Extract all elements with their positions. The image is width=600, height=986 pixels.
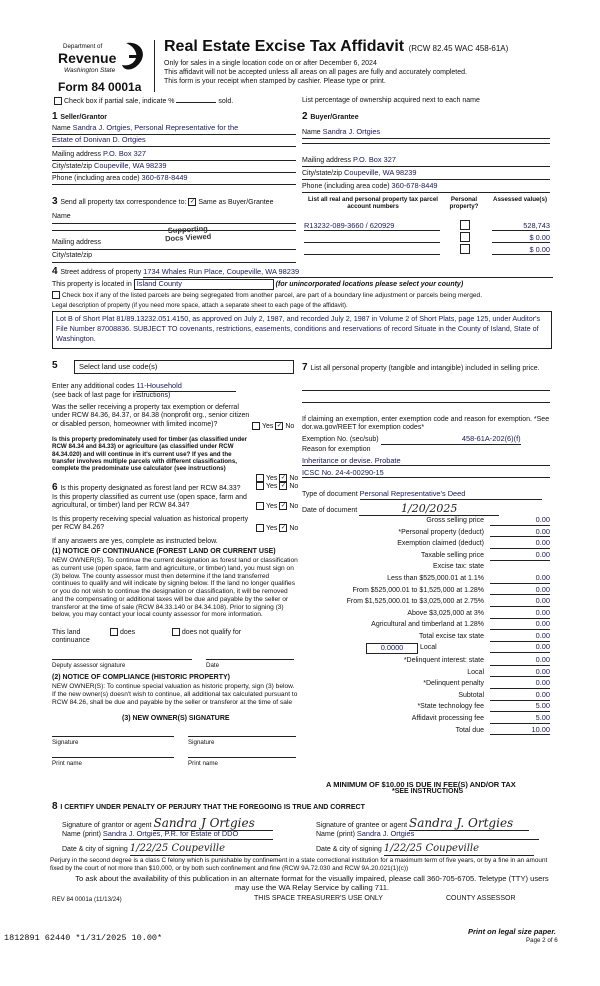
section-3-number: 3 [52, 196, 61, 207]
tax-row-label: Agricultural and timberland at 1.28% [371, 621, 484, 629]
seller-heading: Seller/Grantor [60, 114, 108, 121]
grantee-signature-field[interactable]: Sandra J. Ortgies [409, 816, 529, 831]
buyer-phone-field[interactable] [302, 182, 550, 193]
personal-property-checkbox-3[interactable] [460, 244, 470, 254]
tax-row [302, 702, 552, 714]
print-legal-note: Print on legal size paper. [468, 927, 556, 936]
new-owner-signature-field-1[interactable] [52, 736, 174, 737]
current-use-no-label: No [289, 502, 299, 510]
continuance-label: continuance [52, 637, 90, 644]
section-7-number: 7 [302, 362, 311, 373]
personal-property-line-1[interactable] [302, 390, 550, 391]
seller-city-value: Coupeville, WA 98239 [94, 161, 167, 170]
this-land-label: This land [52, 628, 81, 636]
alternate-format-note: To ask about the availability of this publication in an alternate format for the visually impaired, please call 360-705-6705. Teletype (TTY) users may use the WA Relay Service by calling 711. [75, 874, 549, 893]
seller-mailing-label: Mailing address [52, 151, 102, 158]
certify-statement: I CERTIFY UNDER PENALTY OF PERJURY THAT THE FOREGOING IS TRUE AND CORRECT [60, 804, 365, 811]
exemption-yes-label: Yes [262, 422, 274, 430]
exemption-no-checkbox[interactable]: ✓ [276, 423, 282, 429]
historic-yes-label: Yes [266, 524, 278, 532]
tax-row-label: Local [467, 668, 484, 676]
partial-sale-label: Check box if partial sale, indicate % [64, 97, 175, 105]
treasurer-use: THIS SPACE TREASURER'S USE ONLY [254, 895, 383, 902]
tax-row-label: Exemption claimed (deduct) [397, 540, 484, 548]
grantee-signature-label: Signature of grantee or agent [316, 822, 408, 829]
reason-field[interactable]: Inheritance or devise. Probate [302, 456, 550, 466]
form-number: Form 84 0001a [58, 80, 142, 94]
supporting-docs-stamp: Supporting Docs Viewed [164, 223, 212, 244]
grantor-date-label: Date & city of signing [62, 846, 128, 853]
does-qualify-checkbox[interactable] [110, 628, 118, 636]
county-select[interactable]: Island County [134, 279, 274, 290]
seller-phone-label: Phone (including area code) [52, 175, 140, 182]
additional-codes-label: Enter any additional codes [52, 383, 135, 390]
buyer-city-label: City/state/zip [302, 170, 343, 177]
tax-row-label: *Delinquent interest: state [403, 657, 484, 664]
correspondence-mailing-label: Mailing address [52, 239, 102, 246]
doc-date-label: Date of document [302, 507, 358, 514]
additional-codes-row [52, 382, 236, 392]
section-4-number: 4 [52, 266, 61, 277]
new-owner-print-name-field-1[interactable] [52, 757, 174, 758]
header-line-2: This affidavit will not be accepted unless all areas on all pages are fully and accurately completed. [164, 69, 467, 76]
partial-sale-percent-field[interactable] [176, 102, 216, 103]
grantor-signature-label: Signature of grantor or agent [62, 822, 152, 829]
assessed-value-field-3[interactable]: $ 0.00 [492, 245, 550, 255]
tax-row-label: Total due [455, 726, 484, 734]
minimum-due-note: A MINIMUM OF $10.00 IS DUE IN FEE(S) AND/OR TAX [326, 780, 516, 789]
ownership-percentage-note: List percentage of ownership acquired next to each name [302, 97, 480, 104]
exemption-yes-checkbox[interactable] [252, 422, 260, 430]
assessed-value-field-1[interactable]: 528,743 [492, 221, 550, 231]
notice-continuance-heading: (1) NOTICE OF CONTINUANCE (FOREST LAND OR CURRENT USE) [52, 548, 276, 555]
parcel-number-field-2[interactable] [304, 242, 440, 243]
section-8-number: 8 [52, 801, 61, 812]
tax-row [302, 528, 552, 540]
tax-row [302, 668, 552, 680]
doc-type-label: Type of document [302, 491, 358, 498]
seller-name-value: Sandra J. Ortgies, Personal Representative for the [72, 123, 239, 132]
form-title-ref: (RCW 82.45 WAC 458-61A) [408, 44, 509, 53]
historic-question: Is this property receiving special valuation as historical property per RCW 84.26? [52, 516, 249, 532]
see-instructions: *SEE INSTRUCTIONS [392, 788, 464, 795]
seller-city-label: City/state/zip [52, 163, 93, 170]
same-as-buyer-checkbox[interactable]: ✓ [189, 199, 195, 206]
tax-row [302, 714, 552, 726]
this-land-row [52, 628, 241, 637]
personal-property-label: List all personal property (tangible and intangible) included in selling price. [310, 365, 540, 372]
correspondence-name-label: Name [52, 213, 71, 220]
signature-label-2: Signature [188, 739, 215, 746]
street-address-label: Street address of property [60, 269, 142, 276]
tax-row [302, 620, 552, 632]
exemption-number-row [302, 435, 521, 445]
correspondence-city-field[interactable] [52, 252, 296, 263]
seller-heading-row [52, 111, 296, 123]
historic-yes-no [256, 524, 298, 533]
form-title-row [164, 38, 508, 56]
seller-phone-value: 360-678-8449 [141, 173, 188, 182]
logo-department-of: Department of [63, 43, 103, 50]
logo-revenue: Revenue [58, 50, 117, 66]
new-owner-print-name-field-2[interactable] [188, 757, 296, 758]
tax-row [302, 632, 552, 644]
segregated-row [52, 291, 552, 300]
legal-description-label: Legal description of property (if you need more space, attach a separate sheet to each page of the affidavit). [52, 302, 348, 309]
timber-no-label: No [289, 474, 299, 482]
tax-row-label: From $1,525,000.01 to $3,025,000 at 2.75% [346, 598, 484, 606]
seller-mailing-field[interactable] [52, 150, 296, 161]
print-name-label-2: Print name [188, 760, 218, 767]
seller-section [52, 111, 296, 182]
forest-yes-checkbox[interactable] [256, 482, 264, 490]
personal-property-checkbox-2[interactable] [460, 232, 470, 242]
header-divider [154, 40, 155, 92]
segregated-checkbox[interactable] [52, 291, 60, 299]
grantor-signature-field[interactable]: Sandra J Ortgies [153, 816, 273, 831]
local-rate-field[interactable]: 0.0000 [366, 643, 418, 654]
current-use-yes-no [256, 502, 298, 511]
tax-row-value[interactable]: 0.00 [490, 551, 550, 561]
historic-no-checkbox[interactable]: ✓ [280, 525, 286, 531]
exemption-number-label: Exemption No. (sec/sub) [302, 436, 379, 443]
tax-row-value[interactable]: 0.00 [490, 620, 550, 630]
tax-row [302, 656, 552, 668]
seller-name-label: Name [52, 125, 71, 132]
notice-compliance-body: NEW OWNER(S): To continue special valuation as historic property, sign (3) below. If the new owner(s) doesn't wish to continue, all additional tax calculated pursuant to RCW 84.26, shall be due and payable by the seller or transferor at the time of sale [52, 683, 298, 706]
personal-property-checkbox-1[interactable] [460, 220, 470, 230]
buyer-phone-value: 360-678-8449 [391, 181, 438, 190]
tax-row [302, 574, 552, 586]
county-note: (for unincorporated locations please select your county) [275, 281, 464, 288]
tax-row-label: Total excise tax state [419, 633, 484, 640]
notice-continuance-body: NEW OWNER(S). To continue the current designation as forest land or classification as current use (open space, farm and agriculture, or timber) land, you must sign on (3) below. The county assessor must then determine if the land transferred continues to qualify and will indicate by signing below. If the land no longer qualifies or you do not wish to continue the designation or classification, it will be removed and the compensating or additional taxes will be due and payable by the seller or transferor at the time of sale (RCW 84.33.140 or 84.34.108). Prior to signing (3) below, you may contact your local county assessor for more information. [52, 557, 298, 619]
local-rate-label: Local [420, 644, 437, 651]
forest-yes-no [256, 482, 298, 491]
tax-row-label: Above $3,025,000 at 3% [407, 609, 484, 617]
forest-question-text: Is this property designated as forest land per RCW 84.33? [60, 485, 241, 492]
grantee-name-row [316, 830, 539, 840]
new-owner-signature-field-2[interactable] [188, 736, 296, 737]
deputy-signature-label: Deputy assessor signature [52, 662, 126, 669]
tax-row [302, 726, 552, 738]
does-not-qualify-checkbox[interactable] [172, 628, 180, 636]
new-owner-signature-heading: (3) NEW OWNER(S) SIGNATURE [122, 715, 230, 722]
grantor-date-field[interactable]: 1/22/25 Coupeville [130, 843, 280, 856]
seller-city-field[interactable] [52, 162, 296, 173]
page-number: Page 2 of 6 [526, 937, 558, 944]
exemption-no-label: No [285, 422, 295, 430]
historic-yes-checkbox[interactable] [256, 524, 264, 532]
street-address-row [52, 266, 553, 278]
buyer-phone-label: Phone (including area code) [302, 183, 390, 190]
certify-row [52, 801, 365, 813]
buyer-mailing-label: Mailing address [302, 157, 352, 164]
buyer-name-value: Sandra J. Ortgies [322, 127, 381, 136]
exemption-yes-no [252, 422, 294, 431]
seller-name-field[interactable] [52, 124, 296, 135]
current-use-question: Is this property classified as current use (open space, farm and agricultural, or timber) land per RCW 84.34? [52, 494, 247, 510]
grantee-date-field[interactable]: 1/22/25 Coupeville [384, 843, 534, 856]
buyer-heading-row [302, 111, 550, 123]
logo-washington-state: Washington State [64, 67, 116, 74]
section-6-number: 6 [52, 482, 61, 493]
if-any-yes: If any answers are yes, complete as instructed below. [52, 538, 218, 545]
does-label: does [119, 628, 136, 636]
claiming-exemption-note: If claiming an exemption, enter exemption code and reason for exemption. *See dor.wa.gov/REET for exemption codes* [302, 416, 550, 432]
tax-row-value[interactable]: 5.00 [490, 714, 550, 724]
forest-no-checkbox[interactable]: ✓ [280, 483, 286, 489]
rev-number: REV 84 0001a (11/13/24) [52, 896, 122, 903]
personal-property-col-header: Personal property? [449, 196, 479, 211]
forest-no-label: No [289, 482, 299, 490]
tax-row-value[interactable]: 0.00 [490, 574, 550, 584]
buyer-mailing-value: P.O. Box 327 [352, 155, 396, 164]
tax-row-label: From $525,000.01 to $1,525,000 at 1.28% [352, 586, 484, 594]
grantee-date-label: Date & city of signing [316, 846, 382, 853]
buyer-heading: Buyer/Grantee [310, 114, 359, 121]
tax-row-label: Subtotal [458, 691, 484, 699]
current-use-yes-label: Yes [266, 502, 278, 510]
tax-row [302, 679, 552, 691]
doc-date-field[interactable]: 1/20/2025 [359, 502, 499, 516]
doc-type-row [302, 490, 542, 500]
correspondence-city-label: City/state/zip [52, 252, 93, 259]
tax-row-label: Excise tax: state [433, 563, 484, 571]
buyer-city-value: Coupeville, WA 98239 [344, 168, 417, 177]
grantor-name-field[interactable]: Sandra J. Ortgies, P.R. for Estate of DDO [103, 830, 273, 840]
timber-yes-checkbox[interactable] [256, 474, 264, 482]
grantor-name-row [62, 830, 273, 840]
timber-yes-label: Yes [266, 474, 278, 482]
historic-no-label: No [289, 524, 299, 532]
header-line-1: Only for sales in a single location code on or after December 6, 2024 [164, 60, 377, 67]
section-3-heading-row [52, 196, 296, 208]
seller-name-field-2[interactable] [52, 136, 296, 147]
section-1-number: 1 [52, 111, 61, 122]
parcel-col-header: List all real and personal property tax parcel account numbers [308, 196, 438, 211]
county-assessor: COUNTY ASSESSOR [446, 895, 516, 902]
tax-row-value[interactable]: 0.00 [490, 539, 550, 549]
icsc-field[interactable]: ICSC No. 24-4-00290-15 [302, 468, 550, 478]
tax-row-label: Affidavit processing fee [411, 715, 484, 722]
tax-row-label: *Delinquent penalty [423, 680, 484, 688]
see-back-note: (see back of last page for instructions) [52, 392, 171, 399]
grantee-name-label: Name (print) [316, 831, 355, 838]
tax-row-value[interactable]: 0.00 [490, 691, 550, 701]
revenue-swoosh-icon [120, 41, 148, 75]
buyer-section [302, 111, 550, 190]
section-3-label: Send all property tax correspondence to: [60, 199, 187, 206]
additional-codes-field[interactable]: 11-Household [136, 382, 236, 392]
tax-row-value[interactable]: 0.00 [490, 586, 550, 596]
personal-property-row [302, 362, 550, 374]
header-line-3: This form is your receipt when stamped by cashier. Please type or print. [164, 78, 386, 85]
personal-property-line-2[interactable] [302, 402, 550, 403]
timber-no-checkbox[interactable]: ✓ [280, 475, 286, 481]
seller-phone-field[interactable] [52, 174, 296, 185]
recording-stamp: 1812891 62440 *1/31/2025 10.00* [4, 933, 163, 943]
buyer-city-field[interactable] [302, 169, 550, 180]
tax-row-value[interactable]: 0.00 [490, 679, 550, 689]
tax-row-value[interactable]: 0.00 [490, 528, 550, 538]
tax-row-value[interactable]: 10.00 [490, 726, 550, 736]
timber-question: Is this property predominately used for timber (as classified under RCW 84.34 and 84.33) or agriculture (as classified under RCW 84.34.020) and will continue in it's current use? If yes and the transfer involves multiple parcels with different classifications, complete the predominate use calculator (see instructions) [52, 436, 247, 473]
tax-row-value[interactable]: 0.00 [490, 597, 550, 607]
tax-row [302, 597, 552, 609]
tax-row [302, 516, 552, 528]
tax-row [302, 551, 552, 563]
partial-sale-checkbox[interactable] [54, 97, 62, 105]
grantee-name-field[interactable]: Sandra J. Ortgies [357, 830, 539, 840]
perjury-warning: Perjury in the second degree is a class C felony which is punishable by confinement in a state correctional institution for a maximum term of five years, or by a fine in an amount fixed by the court of not more than $10,000, or by both such confinement and fine (RCW 9A.72.030 and RCW 9A.20.021(1)(c)) [50, 857, 548, 872]
assessed-value-field-2[interactable]: $ 0.00 [492, 233, 550, 243]
tax-row-label: *State technology fee [417, 703, 484, 711]
doc-type-field[interactable]: Personal Representative's Deed [360, 490, 542, 500]
legal-description-field[interactable]: Lot B of Short Plat 81/89.13232.051.4150, as approved on July 2, 1987, and recorded July 2, 1987 in Volume 2 of Short Plats, page 125, under Auditor's File Number 87008836. SUBJECT TO covenants, restrictions, easements, conditions and reservations of record Situate in the County of Island, State of Washington. [52, 311, 552, 349]
correspondence-name-field[interactable] [52, 213, 296, 224]
located-in-label: This property is located in [52, 281, 132, 288]
form-title: Real Estate Excise Tax Affidavit [164, 38, 405, 55]
tax-row-value[interactable]: 0.00 [490, 632, 550, 642]
buyer-name-label: Name [302, 129, 321, 136]
buyer-mailing-field[interactable] [302, 156, 550, 167]
exemption-question: Was the seller receiving a property tax exemption or deferral under RCW 84.36, 84.37, or 84.38 (nonprofit org., senior citizen or disabled person, homeowner with limited income)? [52, 404, 250, 428]
seller-name-value-2: Estate of Donivan D. Ortgies [52, 135, 146, 144]
partial-sale-row [54, 97, 233, 106]
print-name-label-1: Print name [52, 760, 82, 767]
section-5-number: 5 [52, 360, 58, 371]
deputy-signature-field[interactable] [52, 659, 192, 660]
current-use-no-checkbox[interactable]: ✓ [280, 503, 286, 509]
tax-row [302, 562, 552, 574]
partial-sale-sold: sold. [218, 97, 234, 105]
tax-row-value[interactable]: 5.00 [490, 702, 550, 712]
exemption-number-field[interactable]: 458-61A-202(6)(f) [381, 435, 521, 445]
buyer-name-field[interactable] [302, 128, 550, 139]
same-as-buyer-label: Same as Buyer/Grantee [198, 199, 274, 206]
tax-row-label: Taxable selling price [420, 551, 484, 559]
does-not-label: does not qualify for [181, 628, 242, 636]
forest-question [52, 482, 252, 494]
tax-row [302, 691, 552, 703]
seller-mailing-value: P.O. Box 327 [102, 149, 146, 158]
tax-row-value[interactable]: 0.00 [490, 609, 550, 619]
parcel-number-field-1[interactable]: R13232-089-3660 / 620929 [304, 221, 440, 231]
tax-row-value[interactable]: 0.00 [490, 656, 550, 666]
tax-row-label: *Personal property (deduct) [398, 528, 484, 536]
tax-row-label: Gross selling price [426, 517, 484, 524]
section-2-number: 2 [302, 111, 311, 122]
correspondence-mailing-field[interactable] [52, 239, 296, 250]
assessed-value-col-header: Assessed value(s) [493, 196, 547, 203]
notice-compliance-heading: (2) NOTICE OF COMPLIANCE (HISTORIC PROPERTY) [52, 674, 230, 681]
street-address-field[interactable]: 1734 Whales Run Place, Coupeville, WA 98239 [143, 268, 553, 278]
deputy-date-label: Date [206, 662, 220, 669]
tax-row-value[interactable]: 0.00 [490, 668, 550, 678]
forest-yes-label: Yes [266, 482, 278, 490]
deputy-date-field[interactable] [206, 659, 294, 660]
segregated-label: Check box if any of the listed parcels are being segregated from another parcel, are part of a boundary line adjustment or parcels being merged. [62, 291, 483, 299]
buyer-name-line-2[interactable] [302, 143, 550, 144]
located-in-row [52, 279, 463, 290]
tax-row-value[interactable]: 0.00 [490, 516, 550, 526]
grantor-date-row [62, 843, 280, 856]
tax-row-label: Less than $525,000.01 at 1.1% [387, 575, 484, 582]
signature-label-1: Signature [52, 739, 79, 746]
current-use-yes-checkbox[interactable] [256, 502, 264, 510]
tax-row [302, 609, 552, 621]
grantee-date-row [316, 843, 534, 856]
local-rate-row [302, 643, 552, 655]
doc-date-row [302, 502, 499, 516]
tax-row [302, 586, 552, 598]
tax-row [302, 539, 552, 551]
parcel-number-field-3[interactable] [304, 254, 440, 255]
section-3 [52, 196, 296, 259]
reason-label: Reason for exemption [302, 446, 371, 453]
grantor-name-label: Name (print) [62, 831, 101, 838]
local-value-field[interactable]: 0.00 [490, 643, 550, 653]
land-use-select[interactable]: Select land use code(s) [74, 360, 294, 374]
